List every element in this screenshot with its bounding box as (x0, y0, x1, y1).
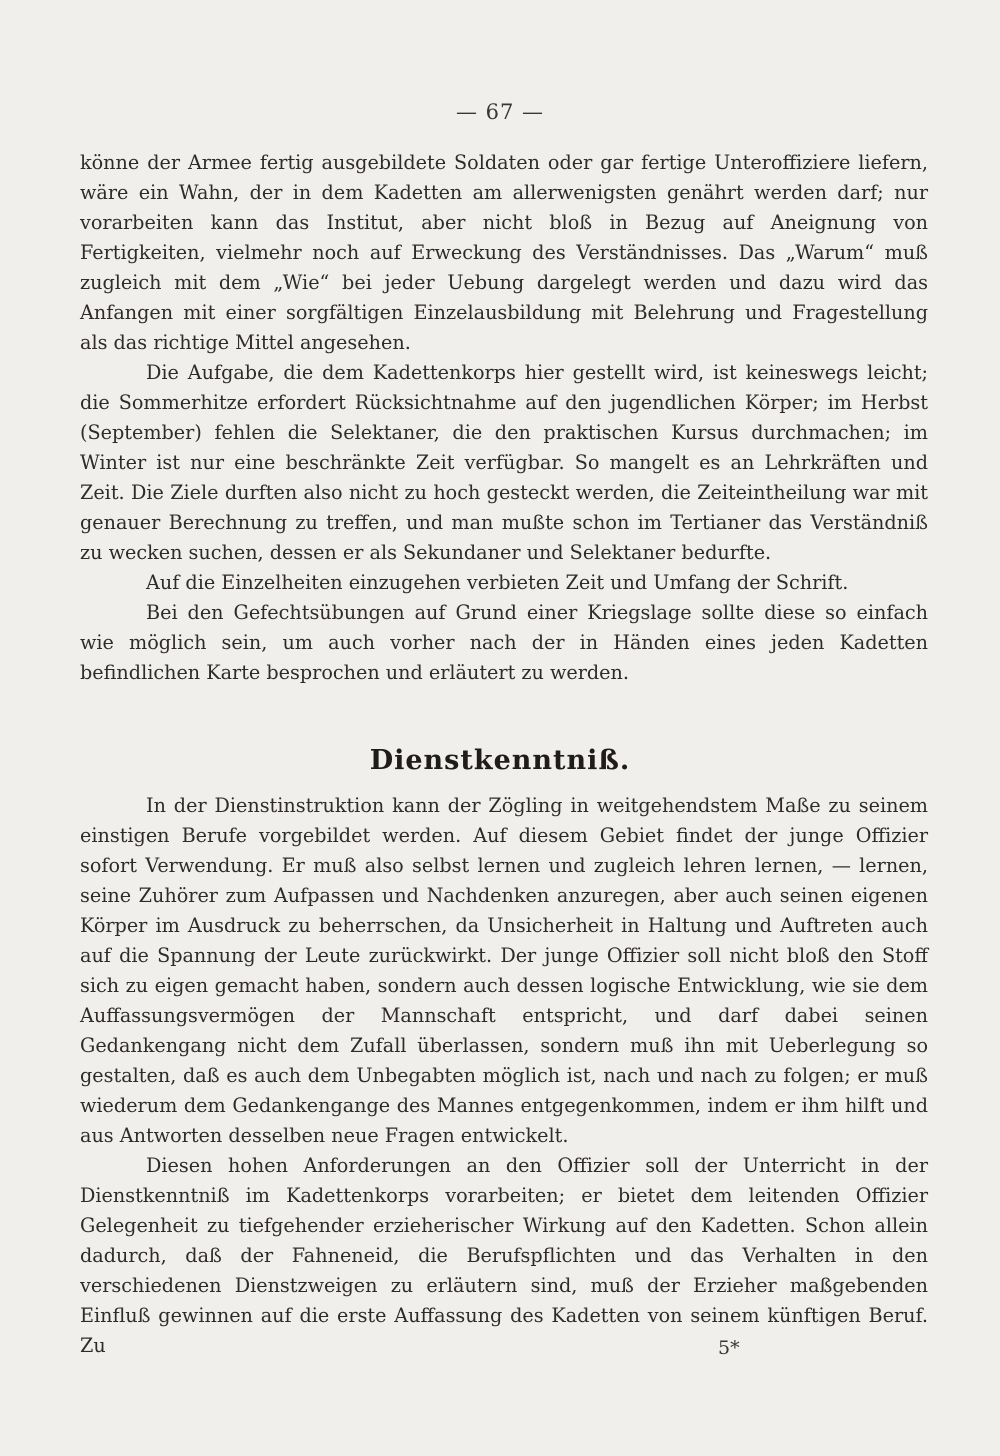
signature-mark: 5* (718, 1337, 740, 1359)
paragraph: Auf die Einzelheiten einzugehen verbieten Zeit und Umfang der Schrift. (146, 571, 849, 594)
text-block-bottom (80, 791, 928, 1361)
paragraph: Die Aufgabe, die dem Kadettenkorps hier gestellt wird, ist keineswegs leicht; die Sommerhitze erfordert Rücksichtnahme auf den jugendlichen Körper; im Herbst (September) fehlen die Selektaner, die den praktischen Kursus durchmachen; im Winter ist nur eine beschränkte Zeit verfügbar. So mangelt es an Lehrkräften und Zeit. Die Ziele durften also nicht zu hoch gesteckt werden, die Zeiteintheilung war mit genauer Berechnung zu treffen, und man mußte schon im Tertianer das Verständniß zu wecken suchen, dessen er als Sekundaner und Selektaner bedurfte. (80, 361, 928, 564)
text-block-top (80, 148, 928, 688)
paragraph: Bei den Gefechtsübungen auf Grund einer Kriegslage sollte diese so einfach wie möglich sein, um auch vorher nach der in Händen eines jeden Kadetten befindlichen Karte besprochen und erläutert zu werden. (80, 601, 928, 684)
paragraph: könne der Armee fertig ausgebildete Soldaten oder gar fertige Unteroffiziere liefern, wäre ein Wahn, der in dem Kadetten am allerwenigsten genährt werden darf; nur vorarbeiten kann das Institut, aber nicht bloß in Bezug auf Aneignung von Fertigkeiten, vielmehr noch auf Erweckung des Verständnisses. Das „Warum“ muß zugleich mit dem „Wie“ bei jeder Uebung dargelegt werden und dazu wird das Anfangen mit einer sorgfältigen Einzelausbildung mit Belehrung und Fragestellung als das richtige Mittel angesehen. (80, 151, 928, 354)
page-number: — 67 — (455, 100, 545, 124)
section-heading: Dienstkenntniß. (369, 745, 631, 776)
paragraph: Diesen hohen Anforderungen an den Offizier soll der Unterricht in der Dienstkenntniß im Kadettenkorps vorarbeiten; er bietet dem leitenden Offizier Gelegenheit zu tiefgehender erzieherischer Wirkung auf den Kadetten. Schon allein dadurch, daß der Fahneneid, die Berufspflichten und das Verhalten in den verschiedenen Dienstzweigen zu erläutern sind, muß der Erzieher maßgebenden Einfluß gewinnen auf die erste Auffassung des Kadetten von seinem künftigen Beruf. Zu (80, 1154, 928, 1357)
paragraph: In der Dienstinstruktion kann der Zögling in weitgehendstem Maße zu seinem einstigen Berufe vorgebildet werden. Auf diesem Gebiet findet der junge Offizier sofort Verwendung. Er muß also selbst lernen und zugleich lehren lernen, — lernen, seine Zuhörer zum Aufpassen und Nachdenken anzuregen, aber auch seinen eigenen Körper im Ausdruck zu beherrschen, da Unsicherheit in Haltung und Auftreten auch auf die Spannung der Leute zurückwirkt. Der junge Offizier soll nicht bloß den Stoff sich zu eigen gemacht haben, sondern auch dessen logische Entwicklung, wie sie dem Auffassungsvermögen der Mannschaft entspricht, und darf dabei seinen Gedankengang nicht dem Zufall überlassen, sondern muß ihn mit Ueberlegung so gestalten, daß es auch dem Unbegabten möglich ist, nach und nach zu folgen; er muß wiederum dem Gedankengange des Mannes entgegenkommen, indem er ihm hilft und aus Antworten desselben neue Fragen entwickelt. (80, 794, 928, 1147)
